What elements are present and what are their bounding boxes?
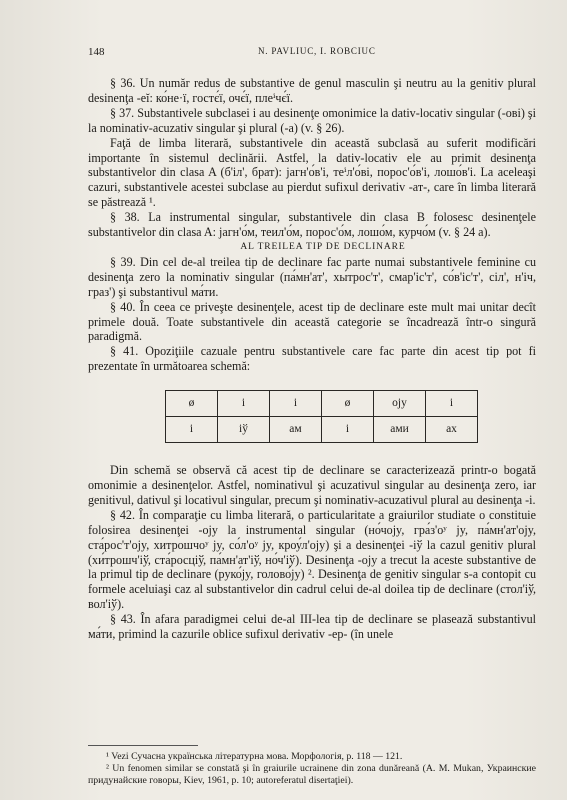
paragraph-38: § 38. La instrumental singular, substantivele din clasa B folosesc desinenţele substantivelor din clasa A: јагн'о́м, теил'о́м, порос'о́м, лошо́м, курчо́м (v. § 24 a).	[88, 210, 536, 240]
page-header	[88, 44, 534, 60]
footnotes	[88, 745, 536, 787]
table-cell: ø	[166, 391, 218, 417]
table-cell: i	[270, 391, 322, 417]
table-cell: i	[322, 417, 374, 443]
footnote-2: ² Un fenomen similar se constată şi în graiurile ucrainene din zona dunăreană (A. M. Mukan, Украинские придунайские говоры, Kiev, 1961, p. 10; autoreferatul disertaţiei).	[88, 763, 536, 786]
table-cell: iў	[218, 417, 270, 443]
table-row	[166, 417, 478, 443]
case-scheme-table	[165, 390, 478, 443]
table-row	[166, 391, 478, 417]
paragraph-40: § 40. În ceea ce priveşte desinenţele, acest tip de declinare este mult mai unitar decît primele două. Toate substantivele din această categorie se încadrează într-o singură paradigmă.	[88, 299, 536, 344]
page-number: 148	[88, 46, 105, 58]
running-title: N. PAVLIUC, I. ROBCIUC	[258, 46, 376, 56]
paragraph-39: § 39. Din cel de-al treilea tip de declinare fac parte numai substantivele feminine cu desinenţa zero la nominativ singular (па́мн'ат', хы́трос'т', смар'іс'т', со́в'іс'т', сіл', н'іч, граз') şi substantivul ма́ти.	[88, 254, 536, 299]
section-title: AL TREILEA TIP DE DECLINARE	[240, 241, 406, 252]
main-text	[88, 76, 536, 642]
paragraph-43: § 43. În afara paradigmei celui de-al III-lea tip de declinare se plasează substantivul ма́ти, primind la cazurile oblice sufixul derivativ -ep- (în unele	[88, 612, 536, 642]
table-cell: ам	[270, 417, 322, 443]
paragraph-scheme-comment: Din schemă se observă că acest tip de declinare se caracterizează printr-o bogată omonimie a desinenţelor. Astfel, nominativul şi acuzativul singular au desinenţa zero, iar genitivul, dativul şi locativul singular, precum şi nominativ-acuzativul plural au desinenţa -i.	[88, 463, 536, 507]
table-cell: i	[426, 391, 478, 417]
table-cell: i	[166, 417, 218, 443]
paragraph-37: § 37. Substantivele subclasei і au desinenţe omonimice la dativ-locativ singular (-ові) şi la nominativ-acuzativ singular şi plural (-a) (v. § 26).	[88, 105, 536, 135]
table-cell: ах	[426, 417, 478, 443]
table-cell: i	[218, 391, 270, 417]
footnote-1: ¹ Vezi Сучасна українська літературна мова. Морфологія, p. 118 — 121.	[106, 751, 403, 762]
table-cell: ø	[322, 391, 374, 417]
paragraph-37-continued: Faţă de limba literară, substantivele din această subclasă au suferit modificări importante în sistemul declinării. Astfel, la dativ-locativ ele au primit desinenţa substantivelor din clasa A (б'іл', брат): јагн'о́в'і, теⁱл'о́ві, порос'о́в'і, лошо́в'і. La aceleaşi cazuri, substantivele acestei subclase au pierdut sufixul derivativ -ат-, care în limba literară se păstrează ¹.	[88, 135, 536, 210]
table-cell: ами	[374, 417, 426, 443]
paragraph-36: § 36. Un număr redus de substantive de genul masculin şi neutru au la genitiv plural desinenţa -eĭ: ко́не·ї, гостє́ї, очє́ї, плеⁱчє́ї.	[88, 76, 536, 105]
paragraph-42: § 42. În comparaţie cu limba literară, o particularitate a graiurilor studiate o constituie folosirea desinenţei -ojy la instrumental singular (но́чојy, гра́з'оʸ jy, па́мн'ат'ојy, ста́рос'т'ојy, хитрошчоʸ jy, со́л'оʸ jy, кроу́л'ојy) şi a desinenţei -iў la cazul genitiv plural (хи́трошч'іў, ста́росціў, па́мн'ат'іў, но́ч'іў). Desinenţa -ojy a trecut la aceste substantive de la primul tip de declinare (руко́јy, голово́јy) ². Desinenţa de genitiv singular s-a contopit cu formele aceluiaşi caz al substantivelor din cadrul celui de-al doilea tip de declinare (стол'іў, вол'іў).	[88, 507, 536, 612]
footnote-divider	[88, 745, 198, 746]
paragraph-41: § 41. Opoziţiile cazuale pentru substantivele care fac parte din acest tip pot fi prezentate în următoarea schemă:	[88, 344, 536, 374]
table-cell: ojy	[374, 391, 426, 417]
